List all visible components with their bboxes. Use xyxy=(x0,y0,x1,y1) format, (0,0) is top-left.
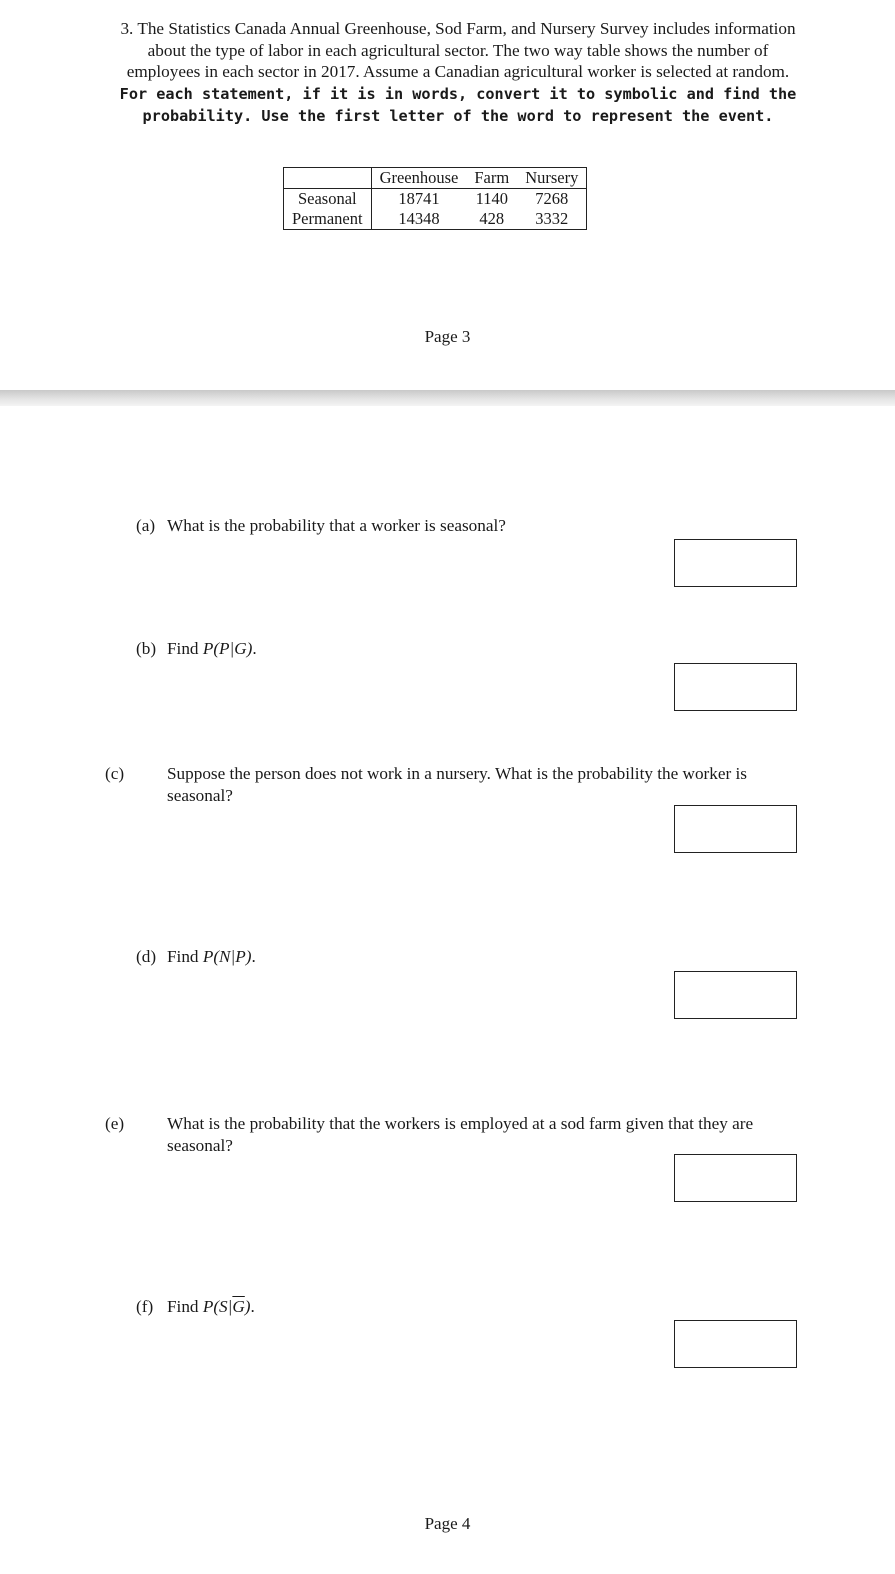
row-header-permanent: Permanent xyxy=(284,209,372,230)
question-c-text: Suppose the person does not work in a nursery. What is the probability the worker is seasonal? xyxy=(167,764,747,805)
cell-permanent-greenhouse: 14348 xyxy=(398,209,440,228)
question-b-label: (b) xyxy=(136,639,157,658)
answer-box-e[interactable] xyxy=(674,1154,797,1202)
question-a xyxy=(136,515,796,537)
question-e xyxy=(105,1113,796,1156)
question-f-label: (f) xyxy=(136,1297,154,1316)
table-row-permanent xyxy=(284,209,587,230)
cell-seasonal-greenhouse: 18741 xyxy=(398,189,440,208)
column-header-greenhouse: Greenhouse xyxy=(371,168,466,189)
table-row-seasonal xyxy=(284,189,587,210)
question-a-label: (a) xyxy=(136,516,156,535)
two-way-table xyxy=(283,167,587,230)
page-number-3: Page 3 xyxy=(424,327,471,346)
cell-permanent-nursery: 3332 xyxy=(535,209,569,228)
cell-seasonal-farm: 1140 xyxy=(475,189,508,208)
question-b-suffix: . xyxy=(252,639,257,658)
question-d-label: (d) xyxy=(136,947,157,966)
question-b-prefix: Find xyxy=(167,639,203,658)
problem-intro xyxy=(118,18,798,128)
answer-box-f[interactable] xyxy=(674,1320,797,1368)
question-c-label: (c) xyxy=(105,764,125,783)
question-b xyxy=(136,638,796,660)
page-separator xyxy=(0,390,895,406)
question-f-prefix: Find xyxy=(167,1297,203,1316)
question-a-text: What is the probability that a worker is seasonal? xyxy=(167,516,506,535)
question-f xyxy=(136,1296,796,1318)
column-header-nursery: Nursery xyxy=(517,168,587,189)
question-d-prefix: Find xyxy=(167,947,203,966)
question-f-complement-g: $\overline{G}$ xyxy=(232,1297,245,1316)
question-b-expression: P(P|G) xyxy=(202,639,253,658)
cell-seasonal-nursery: 7268 xyxy=(535,189,569,208)
column-header-farm: Farm xyxy=(466,168,517,189)
answer-box-d[interactable] xyxy=(674,971,797,1019)
question-d xyxy=(136,946,796,968)
question-d-expression: P(N|P) xyxy=(202,947,252,966)
page-number-4: Page 4 xyxy=(424,1514,471,1533)
answer-box-c[interactable] xyxy=(674,805,797,853)
table-corner-cell xyxy=(284,168,372,189)
answer-box-a[interactable] xyxy=(674,539,797,587)
intro-plain-text: 3. The Statistics Canada Annual Greenhouse, Sod Farm, and Nursery Survey includes information about the type of labor in each agricultural sector. The two way table shows the number of employees in each sector in 2017. Assume a Canadian agricultural worker is selected at random. xyxy=(120,19,796,81)
question-c xyxy=(105,763,796,806)
question-e-text: What is the probability that the workers is employed at a sod farm given that they are seasonal? xyxy=(167,1114,754,1155)
question-f-expression-start: P(S| xyxy=(202,1297,233,1316)
question-f-expression-end: ) xyxy=(244,1297,251,1316)
question-d-suffix: . xyxy=(251,947,256,966)
question-e-label: (e) xyxy=(105,1114,125,1133)
question-f-suffix: . xyxy=(250,1297,255,1316)
page-3 xyxy=(0,0,895,390)
cell-permanent-farm: 428 xyxy=(479,209,505,228)
answer-box-b[interactable] xyxy=(674,663,797,711)
row-header-seasonal: Seasonal xyxy=(284,189,372,210)
intro-bold-instruction: For each statement, if it is in words, convert it to symbolic and find the probability. Use the first letter of the word to represent the event. xyxy=(119,84,797,125)
